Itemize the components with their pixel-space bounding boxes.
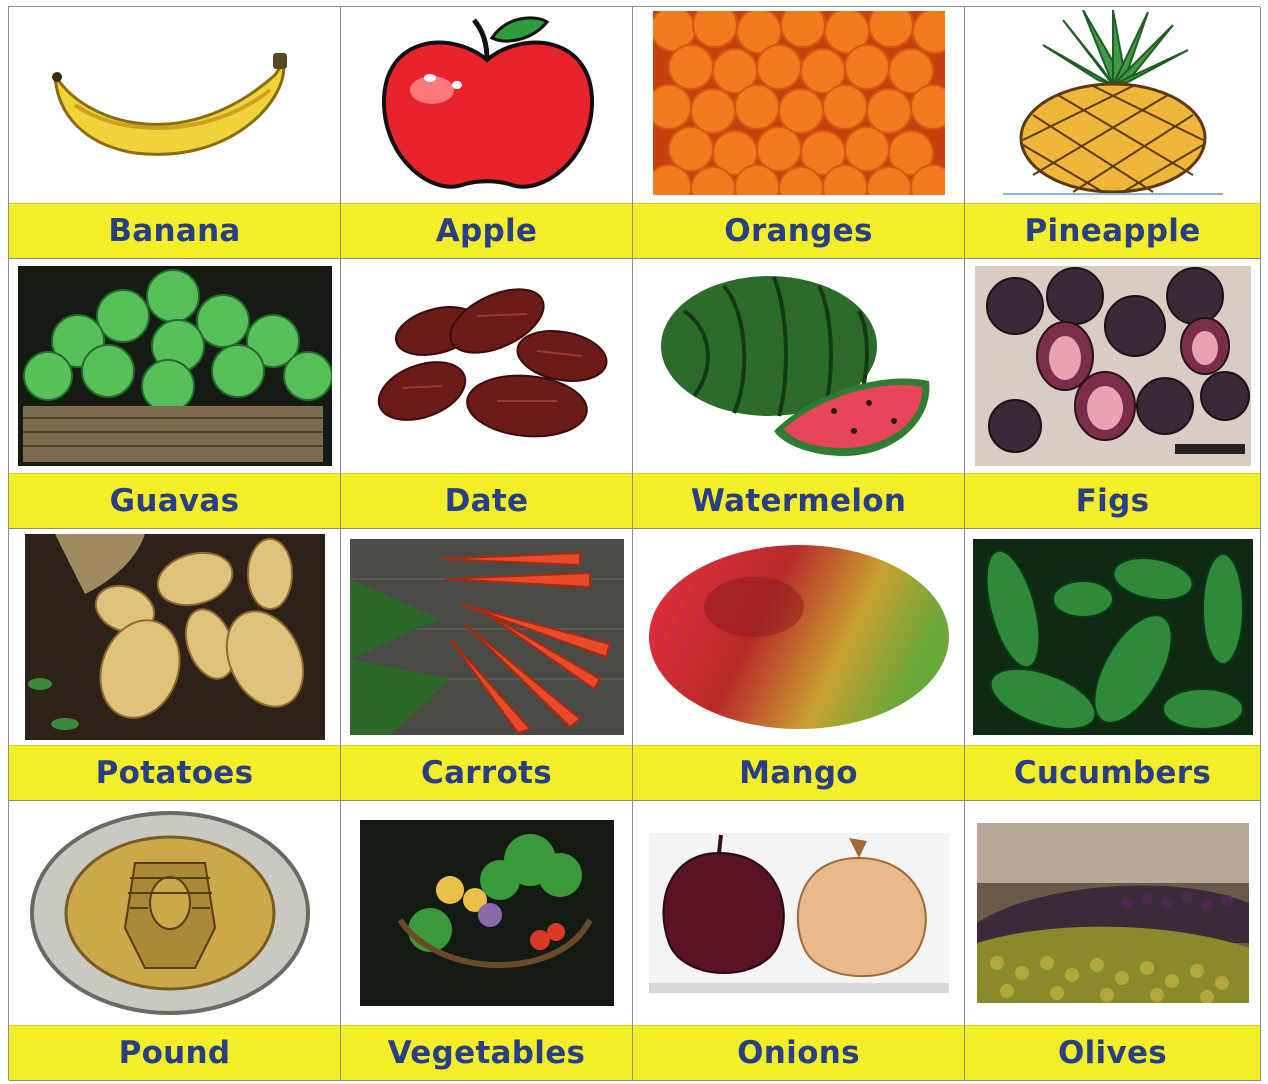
- card-vegetables: [341, 801, 633, 1081]
- card-label: Apple: [341, 203, 632, 258]
- card-banana: [9, 7, 341, 259]
- card-label: Carrots: [341, 745, 632, 800]
- card-apple: [341, 7, 633, 259]
- card-mango: [633, 529, 965, 801]
- vocabulary-grid: [8, 6, 1260, 1080]
- coin-icon: [9, 801, 340, 1025]
- card-guavas: [9, 259, 341, 529]
- dates-icon: [341, 259, 632, 473]
- card-label: Olives: [965, 1025, 1260, 1080]
- apple-icon: [341, 7, 632, 203]
- card-olives: [965, 801, 1261, 1081]
- card-onions: [633, 801, 965, 1081]
- card-pound: [9, 801, 341, 1081]
- card-label: Potatoes: [9, 745, 340, 800]
- figs-icon: [965, 259, 1260, 473]
- pineapple-icon: [965, 7, 1260, 203]
- banana-icon: [9, 7, 340, 203]
- card-carrots: [341, 529, 633, 801]
- card-label: Cucumbers: [965, 745, 1260, 800]
- guavas-icon: [9, 259, 340, 473]
- watermelon-icon: [633, 259, 964, 473]
- card-label: Pound: [9, 1025, 340, 1080]
- vegetables-icon: [341, 801, 632, 1025]
- card-label: Guavas: [9, 473, 340, 528]
- card-pineapple: [965, 7, 1261, 259]
- oranges-icon: [633, 7, 964, 203]
- card-label: Onions: [633, 1025, 964, 1080]
- card-cucumbers: [965, 529, 1261, 801]
- potatoes-icon: [9, 529, 340, 745]
- card-label: Banana: [9, 203, 340, 258]
- card-figs: [965, 259, 1261, 529]
- card-oranges: [633, 7, 965, 259]
- card-label: Mango: [633, 745, 964, 800]
- card-label: Vegetables: [341, 1025, 632, 1080]
- mango-icon: [633, 529, 964, 745]
- cucumbers-icon: [965, 529, 1260, 745]
- card-watermelon: [633, 259, 965, 529]
- card-date: [341, 259, 633, 529]
- olives-icon: [965, 801, 1260, 1025]
- onions-icon: [633, 801, 964, 1025]
- carrots-icon: [341, 529, 632, 745]
- card-label: Watermelon: [633, 473, 964, 528]
- card-label: Figs: [965, 473, 1260, 528]
- card-label: Oranges: [633, 203, 964, 258]
- card-label: Pineapple: [965, 203, 1260, 258]
- card-potatoes: [9, 529, 341, 801]
- card-label: Date: [341, 473, 632, 528]
